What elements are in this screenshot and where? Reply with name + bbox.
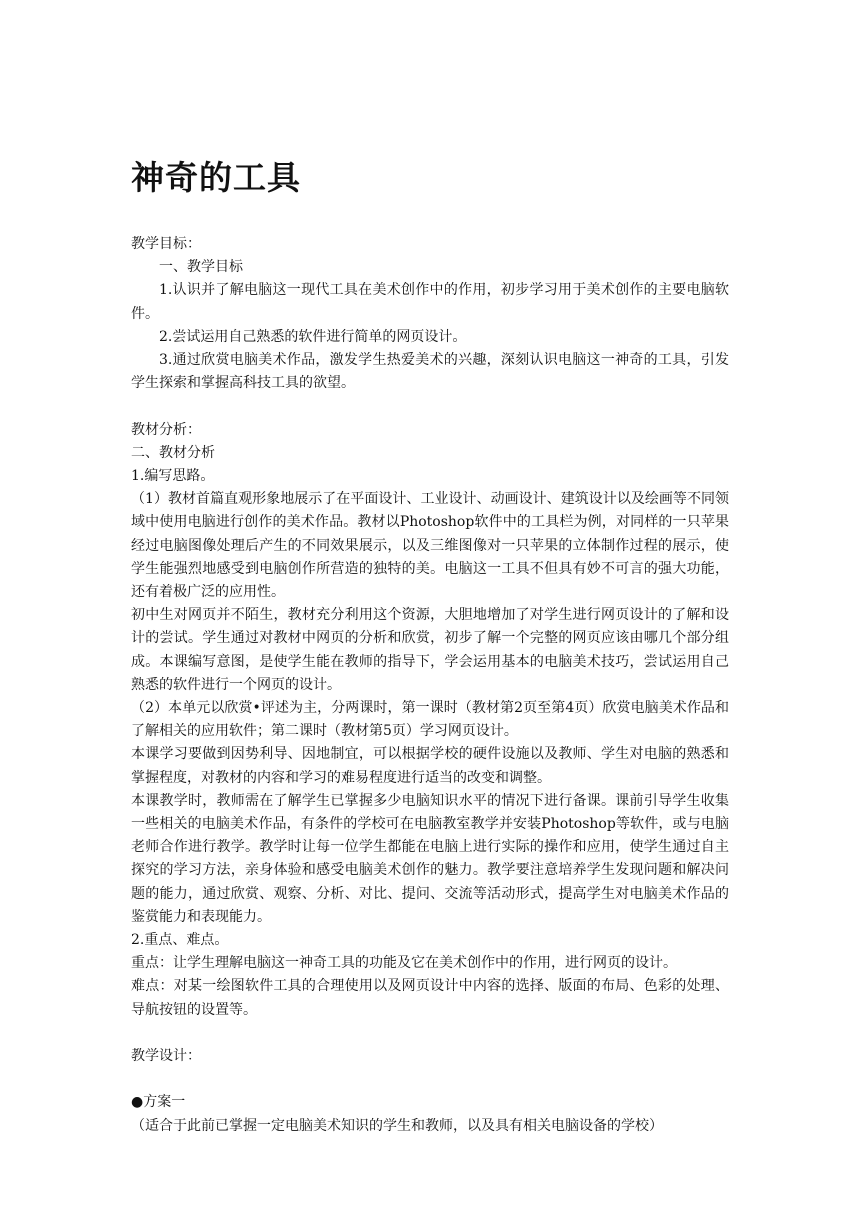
objective-item: 3.通过欣赏电脑美术作品，激发学生热爱美术的兴趣，深刻认识电脑这一神奇的工具，引发学生探索和掌握高科技工具的欲望。 (131, 352, 729, 392)
document-title: 神奇的工具 (131, 158, 301, 197)
objectives-subheading: 一、教学目标 (159, 259, 243, 276)
analysis-heading: 教材分析： (131, 421, 201, 438)
plan-title: ●方案一 (131, 1094, 186, 1111)
objective-item: 2.尝试运用自己熟悉的软件进行简单的网页设计。 (159, 328, 467, 345)
analysis-section-title: 2.重点、难点。 (131, 932, 229, 949)
analysis-paragraph: 本课教学时，教师需在了解学生已掌握多少电脑知识水平的情况下进行备课。课前引导学生收集一些相关的电脑美术作品，有条件的学校可在电脑教室教学并安装Photoshop等软件，或与电脑老师合作进行教学。教学时让每一位学生都能在电脑上进行实际的操作和应用，使学生通过自主探究的学习方法，亲身体验和感受电脑美术创作的魅力。教学要注意培养学生发现问题和解决问题的能力，通过欣赏、观察、分析、对比、提问、交流等活动形式，提高学生对电脑美术作品的鉴赏能力和表现能力。 (131, 792, 729, 925)
blank-line (131, 395, 729, 418)
difficulty: 难点：对某一绘图软件工具的合理使用以及网页设计中内容的选择、版面的布局、色彩的处理、导航按钮的设置等。 (131, 978, 729, 1018)
key-point: 重点：让学生理解电脑这一神奇工具的功能及它在美术创作中的作用，进行网页的设计。 (131, 955, 677, 972)
blank-line (131, 1068, 729, 1091)
objectives-heading: 教学目标： (131, 236, 201, 252)
document-body (131, 233, 729, 1138)
analysis-paragraph: 本课学习要做到因势利导、因地制宜，可以根据学校的硬件设施以及教师、学生对电脑的熟悉和掌握程度，对教材的内容和学习的难易程度进行适当的改变和调整。 (131, 746, 729, 786)
analysis-section-title: 1.编写思路。 (131, 468, 215, 485)
plan-note: （适合于此前已掌握一定电脑美术知识的学生和教师，以及具有相关电脑设备的学校） (131, 1117, 663, 1134)
analysis-paragraph: （1）教材首篇直观形象地展示了在平面设计、工业设计、动画设计、建筑设计以及绘画等不同领域中使用电脑进行创作的美术作品。教材以Photoshop软件中的工具栏为例，对同样的一只苹果经过电脑图像处理后产生的不同效果展示，以及三维图像对一只苹果的立体制作过程的展示，使学生能强烈地感受到电脑创作所营造的独特的美。电脑这一工具不但具有妙不可言的强大功能，还有着极广泛的应用性。 (131, 491, 729, 601)
analysis-subheading: 二、教材分析 (131, 444, 215, 461)
blank-line (131, 1022, 729, 1045)
analysis-paragraph: 初中生对网页并不陌生，教材充分利用这个资源，大胆地增加了对学生进行网页设计的了解和设计的尝试。学生通过对教材中网页的分析和欣赏，初步了解一个完整的网页应该由哪几个部分组成。本课编写意图，是使学生能在教师的指导下，学会运用基本的电脑美术技巧，尝试运用自己熟悉的软件进行一个网页的设计。 (131, 607, 729, 693)
objective-item: 1.认识并了解电脑这一现代工具在美术创作中的作用，初步学习用于美术创作的主要电脑软件。 (131, 282, 729, 322)
analysis-paragraph: （2）本单元以欣赏•评述为主，分两课时，第一课时（教材第2页至第4页）欣赏电脑美术作品和了解相关的应用软件；第二课时（教材第5页）学习网页设计。 (131, 700, 729, 740)
design-heading: 教学设计： (131, 1048, 201, 1065)
